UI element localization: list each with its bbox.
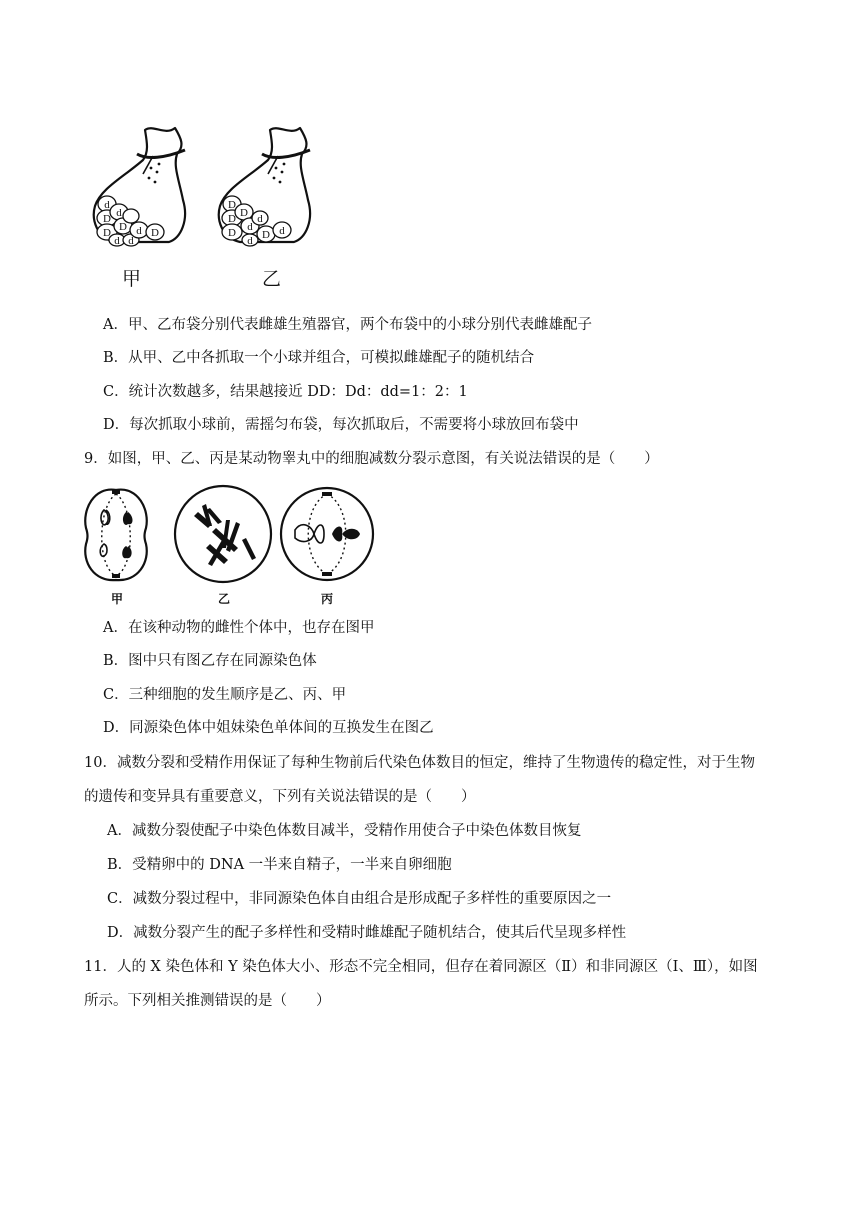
svg-text:d: d — [136, 225, 142, 237]
svg-text:D: D — [151, 227, 159, 239]
q8-option-d: D．每次抓取小球前，需摇匀布袋，每次抓取后，不需要将小球放回布袋中 — [103, 417, 579, 433]
q10-stem-line2: 的遗传和变异具有重要意义，下列有关说法错误的是（ ） — [84, 789, 476, 805]
q8-option-a: A．甲、乙布袋分别代表雌雄生殖器官，两个布袋中的小球分别代表雌雄配子 — [103, 317, 592, 333]
svg-text:D: D — [103, 227, 111, 239]
q8-option-c: C．统计次数越多，结果越接近 DD：Dd：dd=1：2：1 — [103, 384, 468, 400]
q9-option-b: B．图中只有图乙存在同源染色体 — [103, 653, 317, 669]
q10-option-b: B．受精卵中的 DNA 一半来自精子，一半来自卵细胞 — [107, 857, 452, 873]
svg-text:D: D — [119, 221, 127, 233]
svg-text:d: d — [116, 207, 122, 219]
bag-right-label: 乙 — [262, 268, 282, 290]
q11-stem-line1: 11．人的 X 染色体和 Y 染色体大小、形态不完全相同，但存在着同源区（Ⅱ）和非同源区（Ⅰ、Ⅲ），如图 — [84, 959, 758, 975]
svg-text:D: D — [228, 199, 236, 211]
svg-text:d: d — [104, 199, 110, 211]
svg-text:d: d — [257, 213, 263, 225]
q9-option-c: C．三种细胞的发生顺序是乙、丙、甲 — [103, 687, 347, 703]
q10-option-d: D．减数分裂产生的配子多样性和受精时雌雄配子随机结合，使其后代呈现多样性 — [107, 925, 627, 941]
svg-text:D: D — [240, 207, 248, 219]
cell-jia — [85, 490, 147, 581]
q11-stem-line2: 所示。下列相关推测错误的是（ ） — [84, 993, 331, 1009]
svg-text:D: D — [228, 227, 236, 239]
cell-yi-chromosomes — [194, 504, 256, 566]
svg-text:D: D — [228, 213, 236, 225]
bag-left-label: 甲 — [122, 268, 142, 290]
cell-yi — [175, 486, 271, 582]
svg-text:D: D — [262, 229, 270, 241]
q10-stem-line1: 10．减数分裂和受精作用保证了每种生物前后代染色体数目的恒定，维持了生物遗传的稳定性，对于生物 — [84, 755, 755, 771]
cell-label-yi: 乙 — [218, 592, 231, 606]
svg-text:d: d — [247, 235, 253, 247]
bag-right-dots — [273, 163, 286, 184]
svg-text:d: d — [114, 235, 120, 247]
q9-option-a: A．在该种动物的雌性个体中，也存在图甲 — [103, 620, 375, 636]
q9-option-d: D．同源染色体中姐妹染色单体间的互换发生在图乙 — [103, 720, 434, 736]
svg-text:D: D — [103, 213, 111, 225]
q9-stem: 9．如图，甲、乙、丙是某动物睾丸中的细胞减数分裂示意图，有关说法错误的是（ ） — [84, 451, 659, 467]
cells-figure — [80, 482, 380, 587]
bag-left-balls — [97, 196, 164, 247]
bag-right-balls — [222, 196, 291, 247]
svg-text:d: d — [128, 235, 134, 247]
bag-left-dots — [148, 163, 161, 184]
q8-option-b: B．从甲、乙中各抓取一个小球并组合，可模拟雌雄配子的随机结合 — [103, 350, 535, 366]
cell-label-jia: 甲 — [111, 592, 124, 606]
svg-text:d: d — [247, 221, 253, 233]
q10-option-c: C．减数分裂过程中，非同源染色体自由组合是形成配子多样性的重要原因之一 — [107, 891, 612, 907]
svg-text:d: d — [279, 225, 285, 237]
cell-label-bing: 丙 — [321, 592, 334, 606]
q10-option-a: A．减数分裂使配子中染色体数目减半，受精作用使合子中染色体数目恢复 — [107, 823, 582, 839]
